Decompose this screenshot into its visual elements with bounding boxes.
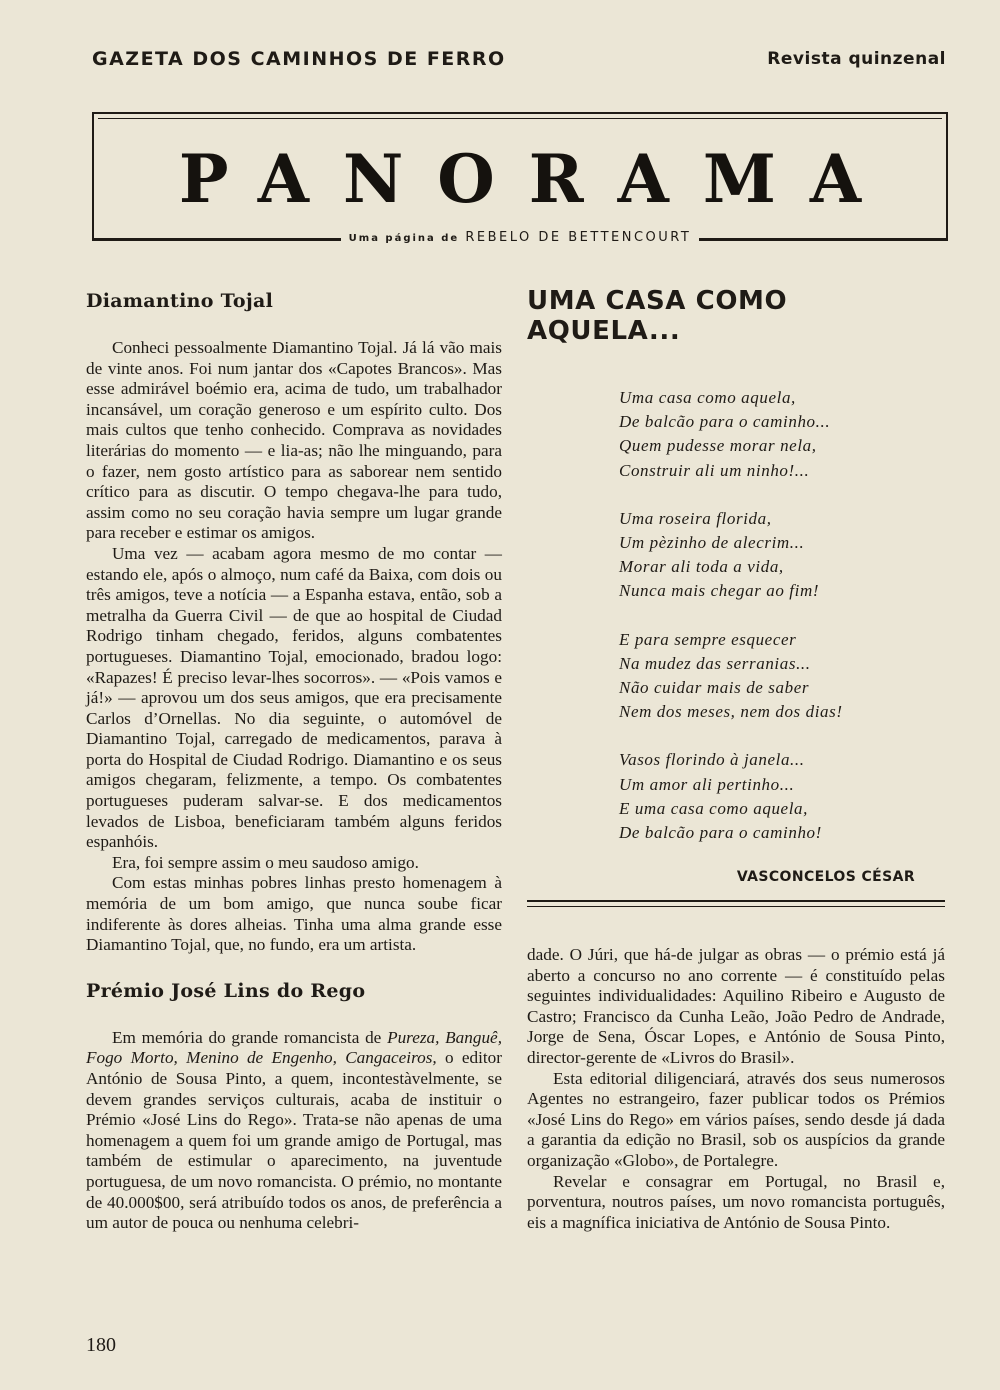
poem-author: VASCONCELOS CÉSAR — [736, 869, 915, 886]
verse-line: Nem dos meses, nem dos dias! — [619, 702, 843, 722]
paragraph: Era, foi sempre assim o meu saudoso amigo. — [112, 852, 419, 872]
publication-frequency: Revista quinzenal — [767, 49, 946, 69]
verse-line: Um amor ali pertinho... — [619, 774, 795, 794]
poem — [527, 386, 945, 845]
verse-line: De balcão para o caminho! — [619, 823, 822, 843]
stanza — [619, 386, 945, 483]
article-heading: Diamantino Tojal — [86, 290, 274, 312]
poem-title: UMA CASA COMO AQUELA... — [527, 286, 788, 346]
section-divider-thin — [527, 906, 945, 907]
paragraph: Esta editorial diligenciará, através dos seus numerosos Agentes no estrangeiro, fazer publicar todos os Prémios «José Lins do Rego» em vários países, sendo desde já dada a garantia da edição no Brasil, sob os auspícios da grande organização «Globo», de Portalegre. — [527, 1068, 945, 1170]
verse-line: De balcão para o caminho... — [619, 412, 831, 432]
banner-title: PANORAMA — [178, 140, 896, 218]
novel-titles: Pureza, Banguê, Fogo Morto, Menino de Engenho, Cangaceiros, — [86, 1027, 502, 1068]
verse-line: Construir ali um ninho!... — [619, 460, 810, 480]
paragraph: dade. O Júri, que há-de julgar as obras — o prémio está já aberto a concurso no ano corrente — é constituído pelas seguintes individualidades: Aquilino Ribeiro e Augusto de Castro; Francisco da Cunha Leão, João Pedro de Andrade, Jorge de Sena, Óscar Lopes, e António de Sousa Pinto, director-gerente de «Livros do Brasil». — [527, 945, 945, 1067]
paragraph: Revelar e consagrar em Portugal, no Brasil e, porventura, noutros países, um novo romancista português, eis a magnífica iniciativa de António de Sousa Pinto. — [527, 1171, 945, 1232]
byline-author: REBELO DE BETTENCOURT — [465, 230, 692, 245]
paragraph: Em memória do grande romancista de Pureza, Banguê, Fogo Morto, Menino de Engenho, Cangaceiros, o editor António de Sousa Pinto, a quem, incontestàvelmente, se devem grandes serviços culturais, acaba de instituir o Prémio «José Lins do Rego». Trata-se não apenas de uma homenagem a quem foi um grande amigo de Portugal, mas também de estimular o aparecimento, na juventude portuguesa, de um novo romancista. O prémio, no montante de 40.000$00, será atribuído todos os anos, de preferência a um autor de pouca ou nenhuma celebri- — [86, 1027, 502, 1233]
article-heading: Prémio José Lins do Rego — [86, 979, 366, 1002]
paragraph: Com estas minhas pobres linhas presto homenagem à memória de um bom amigo, que nunca soube ficar indiferente às dores alheias. Tinha uma alma grande esse Diamantino Tojal, que, no fundo, era um artista. — [86, 873, 502, 955]
verse-line: Morar ali toda a vida, — [619, 557, 784, 577]
panorama-banner — [92, 112, 948, 240]
page-number: 180 — [86, 1334, 116, 1356]
verse-line: Quem pudesse morar nela, — [619, 436, 817, 456]
verse-line: E uma casa como aquela, — [619, 798, 808, 818]
section-divider — [527, 900, 945, 902]
stanza — [619, 628, 945, 725]
article-body — [86, 338, 502, 956]
stanza — [619, 507, 945, 604]
verse-line: Uma casa como aquela, — [619, 388, 796, 407]
publication-title: GAZETA DOS CAMINHOS DE FERRO — [92, 48, 506, 70]
article-body — [86, 1028, 502, 1234]
verse-line: Uma roseira florida, — [619, 508, 772, 528]
paragraph: Uma vez — acabam agora mesmo de mo contar — estando ele, após o almoço, num café da Baixa, com dois ou três amigos, teve a notícia — a Espanha estava, então, sob a metralha da Guerra Civil — de que ao hospital de Ciudad Rodrigo tinham chegado, feridos, alguns combatentes portugueses. Diamantino Tojal, emocionado, bradou logo: «Rapazes! É preciso levar-lhes socorros». — «Pois vamos e já!» — aprovou um dos seus amigos, que era precisamente Carlos d’Ornellas. No dia seguinte, o automóvel de Diamantino Tojal, carregado de medicamentos, parava à porta do Hospital de Ciudad Rodrigo. Diamantino e os seus amigos chegaram, felizmente, a tempo. Os combatentes portugueses puderam salvar-se. E dos medicamentos levados de Lisboa, beneficiaram também alguns feridos espanhóis. — [86, 543, 502, 852]
byline-prefix: Uma página de — [348, 233, 460, 244]
article-continuation — [527, 945, 945, 1233]
verse-line: Nunca mais chegar ao fim! — [619, 581, 820, 601]
stanza — [619, 748, 945, 845]
paragraph: Conheci pessoalmente Diamantino Tojal. Já lá vão mais de vinte anos. Foi num jantar dos «Capotes Brancos». Mas esse admirável boémio era, acima de tudo, um trabalhador incansável, um coração generoso e um espírito culto. Dos mais cultos que tenho conhecido. Comprava as novidades literárias do momento — e lia-as; não lhe minguando, para o fazer, nem gosto artístico para as saborear nem sentido crítico para as discutir. O tempo chegava-lhe para tudo, assim como no seu coração havia sempre um lugar grande para receber e estimar os amigos. — [86, 338, 502, 543]
right-column — [527, 286, 945, 885]
left-column — [86, 290, 502, 1234]
verse-line: Na mudez das serranias... — [619, 653, 811, 673]
verse-line: E para sempre esquecer — [619, 629, 797, 649]
verse-line: Vasos florindo à janela... — [619, 750, 805, 770]
byline — [92, 230, 948, 246]
verse-line: Não cuidar mais de saber — [619, 678, 810, 698]
verse-line: Um pèzinho de alecrim... — [619, 533, 805, 553]
